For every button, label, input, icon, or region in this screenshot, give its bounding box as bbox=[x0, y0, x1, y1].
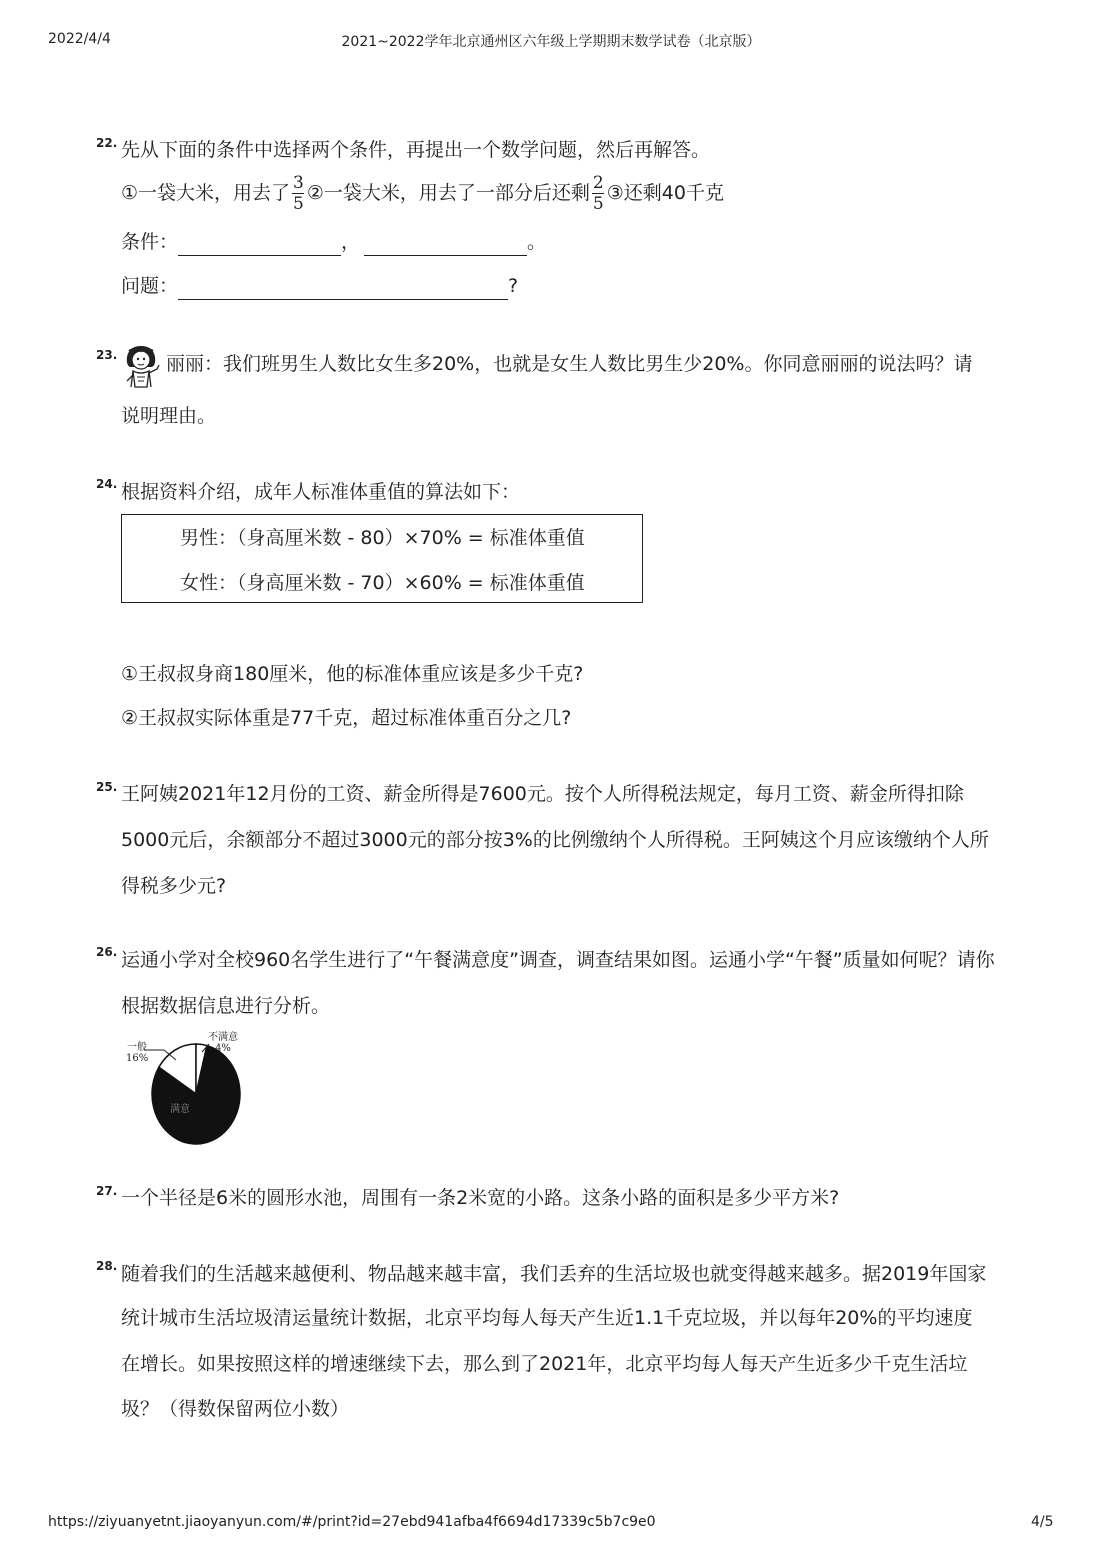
question-text-line-3: 在增长。如果按照这样的增速继续下去，那么到了2021年，北京平均每人每天产生近多少千克生活垃 bbox=[121, 1353, 968, 1375]
question-line bbox=[121, 272, 518, 300]
question-text-line-3: 得税多少元? bbox=[121, 875, 227, 897]
question-text-line-1: 运通小学对全校960名学生进行了“午餐满意度”调查，调查结果如图。运通小学“午餐”质量如何呢？请你 bbox=[121, 949, 995, 971]
question-text-line-1: 随着我们的生活越来越便利、物品越来越丰富，我们丢弃的生活垃圾也就变得越来越多。据2019年国家 bbox=[121, 1263, 987, 1285]
option-1-text: ①一袋大米，用去了 bbox=[121, 182, 291, 204]
question-number: 26. bbox=[96, 945, 118, 959]
question-label: 问题： bbox=[121, 275, 179, 297]
option-2-text: ②一袋大米，用去了一部分后还剩 bbox=[306, 182, 590, 204]
question-blank[interactable] bbox=[178, 279, 508, 300]
slice-label-unsatisfied: 不满意 4% bbox=[208, 1032, 238, 1054]
fraction-two-fifths: $\frac{2}{5}$ bbox=[592, 173, 604, 214]
question-text: 根据资料介绍，成年人标准体重值的算法如下： bbox=[121, 481, 521, 503]
conditions-label: 条件： bbox=[121, 231, 179, 253]
formula-female: 女性：（身高厘米数 - 70）×60% = 标准体重值 bbox=[180, 572, 585, 594]
slice-label-satisfied: 满意 bbox=[170, 1104, 190, 1115]
condition-blank-2[interactable] bbox=[364, 235, 527, 256]
document-title: 2021~2022学年北京通州区六年级上学期期末数学试卷（北京版） bbox=[341, 34, 761, 50]
print-date: 2022/4/4 bbox=[48, 31, 111, 47]
girl-cartoon-icon bbox=[119, 343, 163, 389]
question-text-line-2: 5000元后，余额部分不超过3000元的部分按3%的比例缴纳个人所得税。王阿姨这个月应该缴纳个人所 bbox=[121, 829, 989, 851]
comma: ， bbox=[341, 231, 361, 253]
condition-blank-1[interactable] bbox=[178, 235, 341, 256]
formula-male: 男性：（身高厘米数 - 80）×70% = 标准体重值 bbox=[180, 527, 585, 549]
conditions-line bbox=[121, 228, 546, 256]
lunch-satisfaction-pie-chart bbox=[124, 1030, 264, 1146]
option-3-text: ③还剩40千克 bbox=[606, 182, 724, 204]
formula-box bbox=[121, 514, 643, 603]
question-number: 27. bbox=[96, 1184, 118, 1198]
sub-question-2: ②王叔叔实际体重是77千克，超过标准体重百分之几? bbox=[121, 707, 572, 729]
question-text-line-2: 根据数据信息进行分析。 bbox=[121, 995, 331, 1017]
question-mark: ? bbox=[508, 275, 519, 297]
question-text-line-2: 统计城市生活垃圾清运量统计数据，北京平均每人每天产生近1.1千克垃圾，并以每年20%的平均速度 bbox=[121, 1307, 973, 1329]
page-number: 4/5 bbox=[1031, 1514, 1054, 1530]
question-number: 23. bbox=[96, 348, 118, 362]
question-text-line-1: 王阿姨2021年12月份的工资、薪金所得是7600元。按个人所得税法规定，每月工资、薪金所得扣除 bbox=[121, 783, 964, 805]
question-number: 24. bbox=[96, 477, 118, 491]
question-text-line-2: 说明理由。 bbox=[121, 405, 217, 427]
period: 。 bbox=[527, 231, 547, 253]
question-number: 28. bbox=[96, 1259, 118, 1273]
slice-label-average: 一般 16% bbox=[126, 1042, 149, 1064]
question-text: 一个半径是6米的圆形水池，周围有一条2米宽的小路。这条小路的面积是多少平方米? bbox=[121, 1187, 840, 1209]
question-text-line-4: 圾？（得数保留两位小数） bbox=[121, 1398, 350, 1420]
question-text-line-1: 丽丽：我们班男生人数比女生多20%，也就是女生人数比男生少20%。你同意丽丽的说法吗？请 bbox=[166, 353, 973, 375]
question-number: 25. bbox=[96, 780, 118, 794]
condition-options bbox=[121, 172, 724, 214]
question-text: 先从下面的条件中选择两个条件，再提出一个数学问题，然后再解答。 bbox=[121, 139, 711, 161]
page-url: https://ziyuanyetnt.jiaoyanyun.com/#/print?id=27ebd941afba4f6694d17339c5b7c9e0 bbox=[48, 1514, 656, 1530]
fraction-three-fifths: $\frac{3}{5}$ bbox=[293, 173, 304, 214]
sub-question-1: ①王叔叔身商180厘米，他的标准体重应该是多少千克? bbox=[121, 663, 584, 685]
question-number: 22. bbox=[96, 136, 118, 150]
